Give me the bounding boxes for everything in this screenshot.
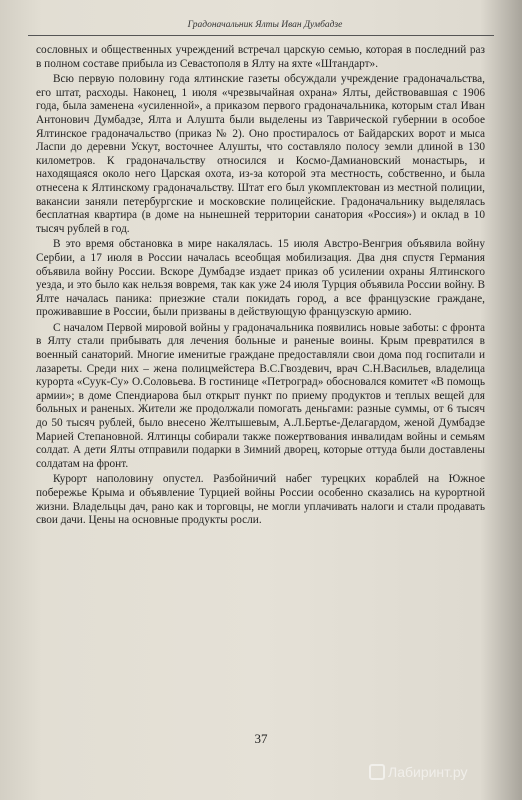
paragraph-2: Всю первую половину года ялтинские газеты обсуждали учреждение градоначальства, его штат, расходы. Наконец, 1 июля «чрезвычайная охрана» Ялты, действовавшая с 1906 года, была заменена «усиленной», а приказом первого градоначальника, которым стал Иван Антонович Думбадзе, Ялта и Алушта были выделены из Таврической губернии в особое Ялтинское градоначальство (приказ № 2). Оно простиралось от Байдарских ворот и мыса Ласпи до деревни Ускут, восточнее Алушты, что составляло полосу земли длиной в 130 километров. К градоначальству относился и Космо-Дамиановский монастырь, и находящаяся около него Царская охота, из-за которой эта местность, собственно, и была отнесена к Ялтинскому градоначальству. Штат его был укомплектован из местной полиции, вакансии заняли петербургские и московские полицейские. Градоначальнику выделялась бесплатная квартира (в доме на нынешней территории санатория «Россия») и оклад в 10 тысяч рублей в год. xyxy=(36,73,485,235)
paragraph-1: сословных и общественных учреждений встречал царскую семью, которая в последний раз в полном составе прибыла из Севастополя в Ялту на яхте «Штандарт». xyxy=(36,44,485,70)
header-rule xyxy=(28,35,494,36)
paragraph-3: В это время обстановка в мире накалялась. 15 июля Австро-Венгрия объявила войну Сербии, а 17 июля в России началась всеобщая мобилизация. Два дня спустя Германия объявила войну России. Вскоре Думбадзе издает приказ об усилении охраны Ялтинского уезда, и это было как нельзя вовремя, так как уже 24 июля Турция объявила России войну. В Ялте началась паника: приезжие стали покидать город, а все французские граждане, проживавшие в России, были призваны в действующую французскую армию. xyxy=(36,238,485,319)
page-number: 37 xyxy=(254,731,268,746)
watermark: Лабиринт.ру xyxy=(388,764,468,780)
paragraph-5: Курорт наполовину опустел. Разбойничий набег турецких кораблей на Южное побережье Крыма и объявление Турцией войны России особенно сказались на курортной жизни. Владельцы дач, рано как и торговцы, не могли уплачивать налоги и стали продавать свои дачи. Цены на основные продукты росли. xyxy=(36,473,485,527)
paragraph-4: С началом Первой мировой войны у градоначальника появились новые заботы: с фронта в Ялту стали прибывать для лечения больные и раненые воины. Крым превратился в военный санаторий. Многие именитые граждане предоставляли свои дома под госпитали и лазареты. Среди них – жена полицмейстера В.С.Гвоздевич, врач С.Н.Васильев, владелица курорта «Суук-Су» О.Соловьева. В гостинице «Петроград» обосновался комитет «В помощь армии»; в доме Спендиарова был открыт пункт по приему продуктов и теплых вещей для больных и раненых. Жители же продолжали помогать деньгами: разные суммы, от 6 тысяч до 50 тысяч рублей, было внесено Желтышевым, А.Л.Бертье-Делагардом, женой Думбадзе Марией Степановной. Ялтинцы собирали также пожертвования инвалидам войны и семьям солдат. А дети Ялты отправили подарки в Зимний дворец, которые оттуда были доставлены солдатам на фронт. xyxy=(36,321,485,470)
body-text xyxy=(36,44,485,528)
labirint-logo-icon xyxy=(369,764,385,780)
running-header: Градоначальник Ялты Иван Думбадзе xyxy=(187,20,343,30)
